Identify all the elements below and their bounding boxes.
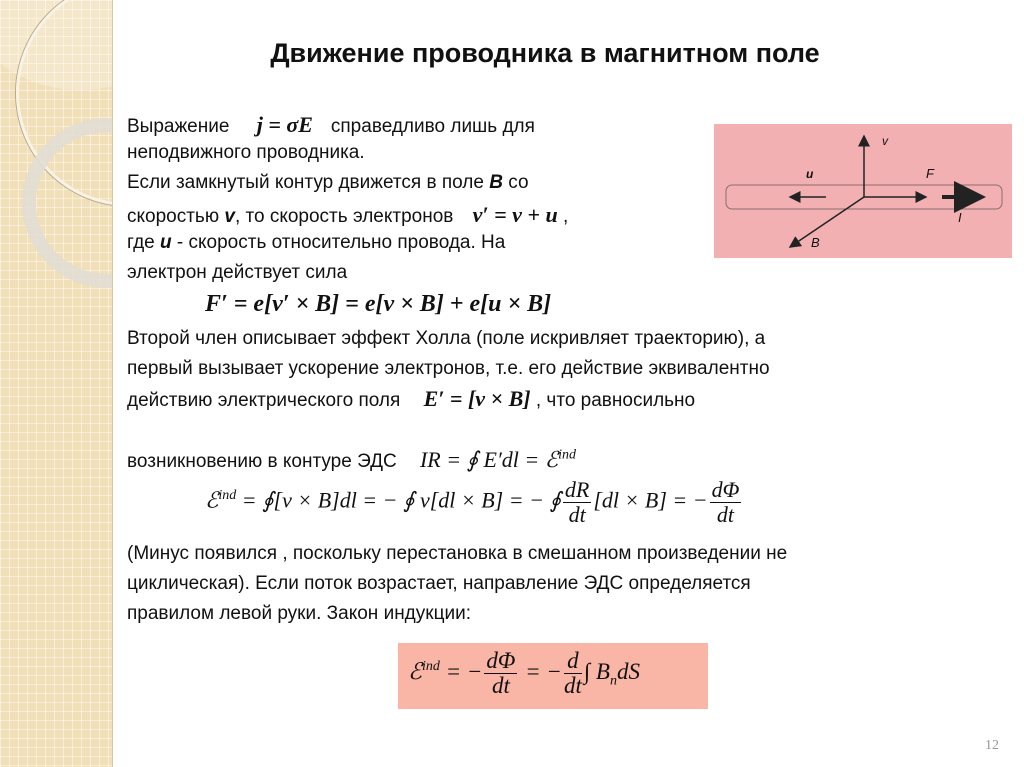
text-line: Если замкнутый контур движется в поле B со [127, 172, 529, 193]
slide-title: Движение проводника в магнитном поле [270, 38, 820, 68]
formula-emf-ir: IR = ∮ E′dl = ℰ$^{ind}$ [419, 447, 576, 472]
text-line: возникновению в контуре ЭДС IR = ∮ E′dl = ℰ$^{ind}$ [127, 447, 576, 472]
label-v: v [882, 134, 888, 148]
label-b: B [811, 235, 820, 250]
text-line: правилом левой руки. Закон индукции: [127, 603, 471, 624]
text-line: (Минус появился , поскольку перестановка в смешанном произведении не [127, 543, 788, 564]
label-u: u [806, 167, 814, 181]
text-line: первый вызывает ускорение электронов, т.е. его действие эквивалентно [127, 358, 770, 379]
text-line: действию электрического поля E′ = [v × B] , что равносильно [127, 386, 696, 411]
formula-emf-derivation: ℰ$^{ind}$ = ∮[v × B]dl = − ∮ v[dl × B] = − ∮ $\frac{dR}{dt}$ [dl × B] = − $\frac{d\Phi}{dt}$ [205, 477, 740, 527]
text-line: Второй член описывает эффект Холла (поле искривляет траекторию), а [127, 328, 766, 349]
label-i: I [958, 210, 962, 225]
label-f: F [926, 166, 934, 181]
text-line: электрон действует сила [127, 262, 348, 283]
vector-diagram [714, 124, 1012, 258]
text-line: где u - скорость относительно провода. На [127, 232, 506, 253]
formula-electron-velocity: v′ = v + u [472, 202, 558, 227]
formula-current-density: j = σE [256, 112, 313, 137]
formula-lorentz-force: F′ = e[v′ × B] = e[v × B] + e[u × B] [205, 291, 552, 317]
b-arrow [790, 197, 864, 247]
text-line: циклическая). Если поток возрастает, направление ЭДС определяется [127, 573, 751, 594]
page-number: 12 [985, 738, 999, 753]
formula-effective-field: E′ = [v × B] [423, 386, 531, 411]
text-line: неподвижного проводника. [127, 142, 365, 163]
decorative-sidebar [0, 0, 113, 767]
induction-law-box [398, 643, 708, 709]
formula-induction-law: ℰ$^{ind}$ = − $\frac{d\Phi}{dt}$ = − $\frac{d}{dt}$ ∫ $B_ndS$ [408, 648, 640, 698]
text-line: скоростью v, то скорость электронов v′ = v + u , [127, 202, 569, 227]
text-line: Выражение j = σE справедливо лишь для [127, 112, 535, 137]
conductor-diagram [714, 124, 1012, 258]
